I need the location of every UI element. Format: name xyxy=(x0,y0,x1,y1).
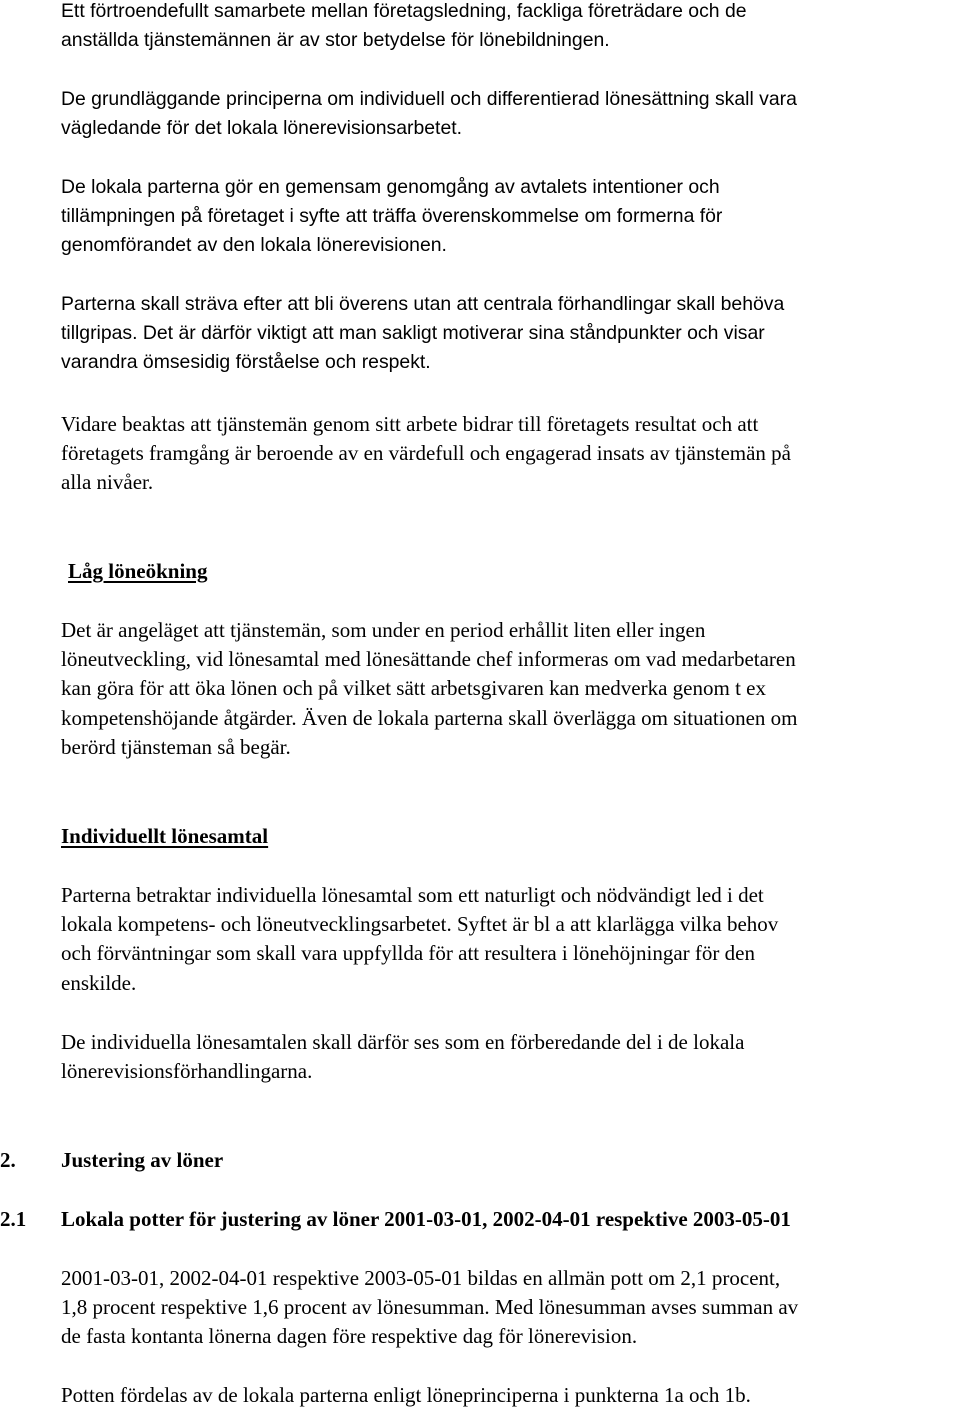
text-line: genomförandet av den lokala lönerevisionen. xyxy=(61,234,447,257)
text-line: enskilde. xyxy=(61,970,137,995)
paragraph-preparatory xyxy=(61,1028,744,1086)
text-line: anställda tjänstemännen är av stor betydelse för lönebildningen. xyxy=(61,29,610,52)
paragraph-review xyxy=(61,173,722,261)
text-line: De individuella lönesamtalen skall därför ses som en förberedande del i de lokala xyxy=(61,1030,745,1054)
text-line: De grundläggande principerna om individuell och differentierad lönesättning skall vara xyxy=(61,88,797,110)
text-line: Potten fördelas av de lokala parterna enligt löneprinciperna i punkterna 1a och 1b. xyxy=(61,1383,751,1407)
text-line: kan göra för att öka lönen och på vilket sätt arbetsgivaren kan medverka genom t ex xyxy=(61,676,766,701)
paragraph-pots xyxy=(61,1264,798,1352)
section-2-1-title: Lokala potter för justering av löner 2001-03-01, 2002-04-01 respektive 2003-05-01 xyxy=(61,1207,791,1231)
heading-section-2-1 xyxy=(0,1205,960,1234)
heading-section-2 xyxy=(0,1146,960,1175)
paragraph-agreement xyxy=(61,290,784,378)
text-line: kompetenshöjande åtgärder. Även de lokala parterna skall överlägga om situationen om xyxy=(61,705,798,730)
paragraph-individual-talk xyxy=(61,881,778,998)
text-line: tillämpningen på företaget i syfte att träffa överenskommelse om formerna för xyxy=(61,205,723,228)
text-line: tillgripas. Det är därför viktigt att man sakligt motiverar sina ståndpunkter och visar xyxy=(61,322,765,345)
text-line: företagets framgång är beroende av en värdefull och engagerad insats av tjänstemän på xyxy=(61,441,792,466)
text-line: vägledande för det lokala lönerevisionsarbetet. xyxy=(61,117,463,140)
text-line: Parterna skall sträva efter att bli överens utan att centrala förhandlingar skall behöva xyxy=(61,293,785,315)
heading-individual-talk xyxy=(61,822,268,851)
text-line: de fasta kontanta lönerna dagen före respektive dag för lönerevision. xyxy=(61,1324,638,1349)
paragraph-low-raise xyxy=(61,616,798,762)
paragraph-distribution xyxy=(61,1381,751,1410)
heading-low-raise-text: Låg löneökning xyxy=(68,559,208,583)
text-line: 1,8 procent respektive 1,6 procent av lönesumman. Med lönesumman avses summan av xyxy=(61,1295,799,1320)
section-2-number: 2. xyxy=(0,1148,16,1172)
text-line: lönerevisionsförhandlingarna. xyxy=(61,1059,313,1084)
paragraph-results xyxy=(61,410,791,498)
text-line: löneutveckling, vid lönesamtal med lönesättande chef informeras om vad medarbetaren xyxy=(61,647,796,672)
heading-individual-talk-text: Individuellt lönesamtal xyxy=(61,824,269,848)
text-line: alla nivåer. xyxy=(61,470,154,495)
text-line: Vidare beaktas att tjänstemän genom sitt arbete bidrar till företagets resultat och att xyxy=(61,412,759,436)
text-line: och förväntningar som skall vara uppfyllda för att resultera i lönehöjningar för den xyxy=(61,941,755,966)
text-line: Det är angeläget att tjänstemän, som under en period erhållit liten eller ingen xyxy=(61,618,706,642)
text-line: De lokala parterna gör en gemensam genomgång av avtalets intentioner och xyxy=(61,176,720,198)
heading-low-raise xyxy=(68,557,207,586)
text-line: varandra ömsesidig förståelse och respekt. xyxy=(61,351,431,374)
text-line: 2001-03-01, 2002-04-01 respektive 2003-05-01 bildas en allmän pott om 2,1 procent, xyxy=(61,1266,781,1290)
paragraph-collaboration xyxy=(61,0,747,55)
section-2-title: Justering av löner xyxy=(61,1148,224,1172)
section-2-1-number: 2.1 xyxy=(0,1207,27,1231)
text-line: berörd tjänsteman så begär. xyxy=(61,734,291,759)
text-line: Ett förtroendefullt samarbete mellan företagsledning, fackliga företrädare och de xyxy=(61,0,747,22)
text-line: Parterna betraktar individuella lönesamtal som ett naturligt och nödvändigt led i det xyxy=(61,883,764,907)
paragraph-principles xyxy=(61,85,797,143)
text-line: lokala kompetens- och löneutvecklingsarbetet. Syftet är bl a att klarlägga vilka behov xyxy=(61,912,779,937)
